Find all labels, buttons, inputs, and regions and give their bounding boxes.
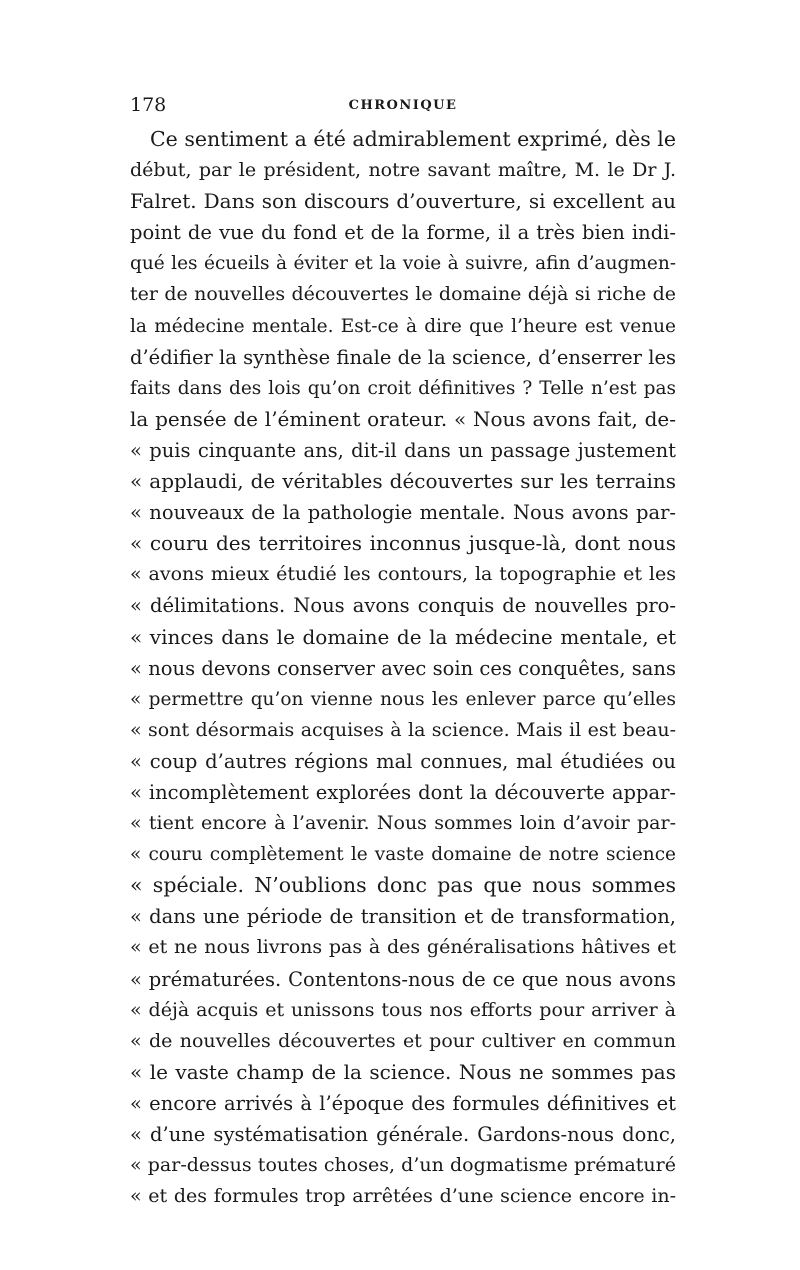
text-line: la pensée de l’éminent orateur. « Nous avons fait, de- <box>130 406 676 431</box>
text-line: « couru des territoires inconnus jusque-là, dont nous <box>130 531 676 556</box>
text-line: « et ne nous livrons pas à des généralisations hâtives et <box>130 936 676 959</box>
body-text <box>130 124 676 1212</box>
text-line: « de nouvelles découvertes et pour cultiver en commun <box>130 1029 676 1052</box>
text-line: d’édifier la synthèse finale de la science, d’enserrer les <box>130 345 676 369</box>
text-line: « nouveaux de la pathologie mentale. Nous avons par- <box>130 501 676 525</box>
text-line: « coup d’autres régions mal connues, mal étudiées ou <box>130 749 676 773</box>
text-line: ter de nouvelles découvertes le domaine déjà si riche de <box>130 283 676 306</box>
text-line: « le vaste champ de la science. Nous ne sommes pas <box>130 1059 676 1084</box>
text-line: « et des formules trop arrêtées d’une science encore in- <box>130 1185 676 1208</box>
page-number: 178 <box>130 94 167 116</box>
text-line: la médecine mentale. Est-ce à dire que l’heure est venue <box>130 315 676 337</box>
text-line: « prématurées. Contentons-nous de ce que nous avons <box>130 967 676 991</box>
text-line: « dans une période de transition et de transformation, <box>130 905 676 929</box>
text-line: « puis cinquante ans, dit-il dans un passage justement <box>130 438 676 462</box>
text-line: « tient encore à l’avenir. Nous sommes loin d’avoir par- <box>130 812 676 835</box>
running-head: CHRONIQUE <box>348 98 458 113</box>
text-line: point de vue du fond et de la forme, il a très bien indi- <box>130 221 676 245</box>
page-header <box>130 94 676 118</box>
text-line: « couru complètement le vaste domaine de notre science <box>130 844 676 866</box>
text-line: « incomplètement explorées dont la découverte appar- <box>130 780 676 804</box>
text-line: « permettre qu’on vienne nous les enlever parce qu’elles <box>130 688 676 710</box>
text-line: « vinces dans le domaine de la médecine mentale, et <box>130 624 676 649</box>
text-line: qué les écueils à éviter et la voie à suivre, afin d’augmen- <box>130 253 676 275</box>
text-line: début, par le président, notre savant maître, M. le Dr J. <box>130 159 676 182</box>
text-line: « délimitations. Nous avons conquis de nouvelles pro- <box>130 594 676 618</box>
text-line: « avons mieux étudié les contours, la topographie et les <box>130 563 676 586</box>
text-line: « nous devons conserver avec soin ces conquêtes, sans <box>130 656 676 680</box>
text-line: « par-dessus toutes choses, d’un dogmatisme prématuré <box>130 1154 676 1177</box>
text-line: Falret. Dans son discours d’ouverture, si excellent au <box>130 189 676 214</box>
text-line: Ce sentiment a été admirablement exprimé, dès le <box>150 127 676 151</box>
text-line: « applaudi, de véritables découvertes sur les terrains <box>130 469 676 494</box>
text-line: faits dans des lois qu’on croit définitives ? Telle n’est pas <box>130 377 676 399</box>
text-line: « déjà acquis et unissons tous nos efforts pour arriver à <box>130 998 676 1021</box>
text-line: « d’une systématisation générale. Gardons-nous donc, <box>130 1123 676 1146</box>
text-line: « encore arrivés à l’époque des formules définitives et <box>130 1091 676 1115</box>
text-line: « spéciale. N’oublions donc pas que nous sommes <box>130 873 676 898</box>
text-line: « sont désormais acquises à la science. Mais il est beau- <box>130 718 676 741</box>
